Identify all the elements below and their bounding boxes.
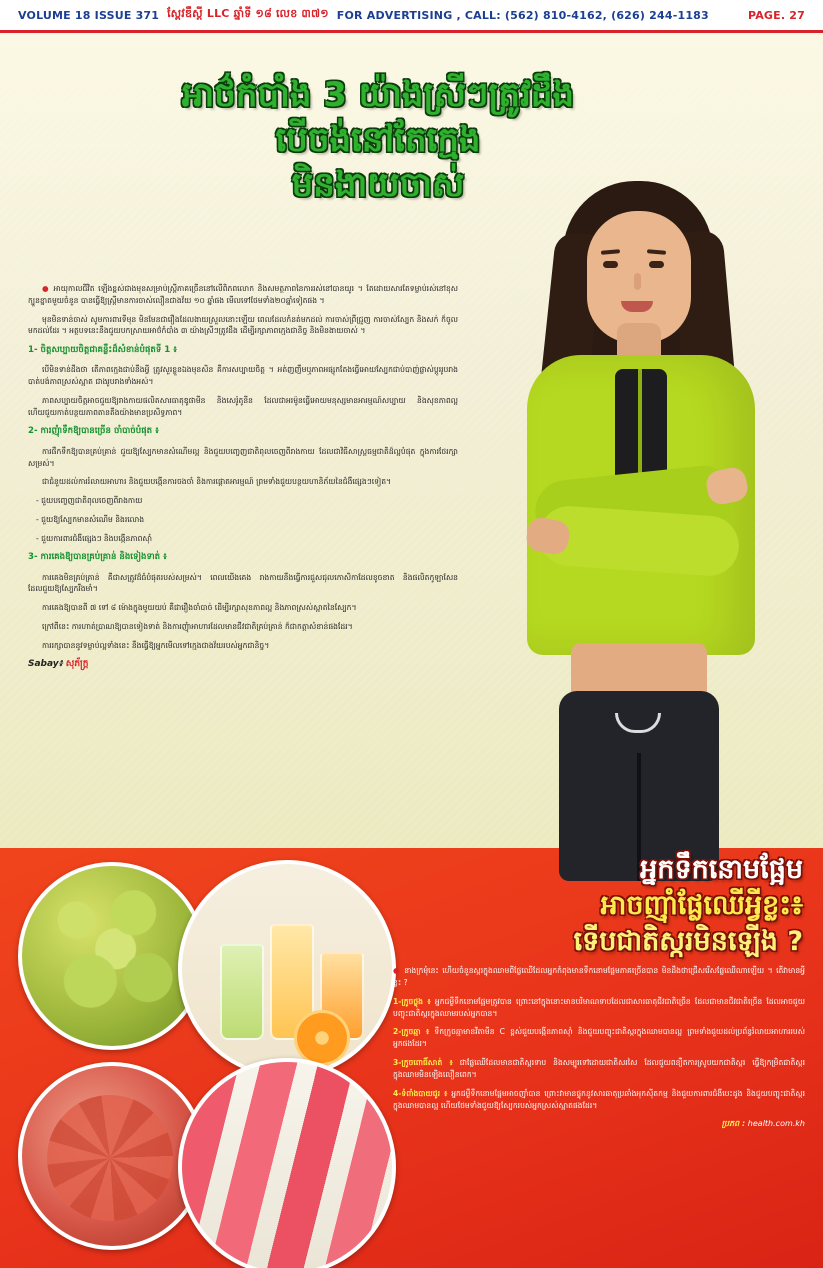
model-photo — [475, 173, 805, 873]
article-paragraph: ក្រៅពីនេះ ការហាត់ប្រាណឱ្យបានទៀងទាត់ និងការញុំាអាហារដែលមានជីវជាតិគ្រប់គ្រាន់ ក៏ជាកត្តាសំខាន់ផងដែរ។ — [42, 621, 353, 631]
article-bullet: - ជួយការពារជំងឺផ្សេងៗ និងបង្កើនភាពស៊ាំ — [36, 533, 153, 543]
headline-line-1: អាថ៌កំបាំង 3 យ៉ាងស្រីៗត្រូវដឹង — [181, 75, 575, 115]
bottom-headline-line-3: ទើបជាតិស្ករមិនឡើង ? — [573, 926, 803, 958]
article-paragraph: ការគេងឱ្យបានពី ៧ ទៅ ៨ ម៉ោងក្នុងមួយយប់ គឺជារឿងចាំបាច់ ដើម្បីរក្សាសុខភាពល្អ និងភាពស្រស់ស្អាតនៃស្បែក។ — [42, 603, 357, 613]
drink-glass-green — [220, 944, 264, 1040]
article-byline — [28, 658, 458, 672]
top-article-section — [0, 33, 823, 848]
model-eye-right — [649, 261, 664, 268]
bottom-headline-line-1: អ្នកទឹកនោមផ្អែម — [640, 854, 803, 885]
bottom-item-4-text: អ្នកជម្ងឺទឹកនោមផ្អែមអាចញ៉ាំបាន ព្រោះវាមានផ្ទុកនូវសារធាតុប្រឆាំងអុកស៊ីតកម្ម និងជួយការពារជំងឺបេះដូង និងជួយបញ្ចុះជាតិស្ករក្នុងឈាមបានល្អ ហើយថែមទាំងជួយឱ្យស្បែករបស់អ្នកស្រស់ស្អាតផងដែរ។ — [393, 1088, 805, 1110]
bullet-dot: ● — [42, 284, 50, 293]
bottom-item-1-text: អ្នកជម្ងឺទឹកនោមផ្អែមត្រូវបាន ព្រោះនៅក្នុងនោះមានបរិមាណទាបដែលជាសារធាតុជីវជាតិច្រើន ដែលជាមានជីវជាតិច្រើន ដែលអាចជួយបញ្ចុះជាតិស្ករក្នុងឈាមរបស់អ្នកបាន។ — [393, 996, 805, 1018]
bottom-article-body — [393, 965, 805, 1138]
article-subhead-1: 1- ចិត្តសប្បាយចិត្តជាគន្លឹះដ៏សំខាន់បំផុតទី 1 ៖ — [28, 345, 178, 356]
article-paragraph: ការផឹកទឹកឱ្យបានគ្រប់គ្រាន់ ជួយឱ្យស្បែកមានសំណើមល្អ និងជួយបញ្ចេញជាតិពុលចេញពីរាងកាយ ដែលជាវិធីសាស្ត្រធម្មជាតិដ៏ល្អបំផុត ក្នុងការថែរក្សាសម្រស់។ — [28, 446, 458, 468]
byline-author: សុភ័ក្ត្រ — [65, 659, 89, 670]
masthead-volume: VOLUME 18 ISSUE 371 — [18, 8, 160, 22]
headline-line-3: មិនងាយចាស់ — [291, 164, 465, 205]
article-intro-1: អាយុកាលជីវិត ឡើងខ្ពស់ជាងមុនសម្រាប់ស្ត្រីភាគច្រើននៅលើពិភពលោក និងសមត្ថភាពនៃការរស់នៅបានយូរ ។ តែដោយសារតែទម្លាប់រស់នៅខុសក្បួនខ្នាតមួយចំនួន បានធ្វើឱ្យស្ត្រីមានការចាស់លឿនជាងវ័យ ១០ ឆ្នាំផង មើលទៅថែមទាំង២០ឆ្នាំទៀតផង ។ — [28, 284, 458, 305]
article-bullet: - ជួយឱ្យស្បែកមានសំណើម និងរលោង — [36, 514, 145, 524]
masthead-publisher: ស្ពែវឌឺស្ដី LLC ឆ្នាំទី ១៨ លេខ ៣៧១ — [167, 7, 329, 20]
byline-source: Sabay៖ — [28, 659, 63, 670]
bottom-headline-line-2: អាចញ៉ាំផ្លែឈើអ្វីខ្លះ៖ — [600, 890, 803, 922]
source-value: health.com.kh — [747, 1119, 805, 1129]
article-subhead-2: 2- ការញុំាទឹកឱ្យបានច្រើន ចាំបាច់បំផុត ៖ — [28, 426, 159, 437]
masthead-page-number: PAGE. 27 — [747, 8, 805, 22]
model-eye-left — [603, 261, 618, 268]
bullet-dot: ● — [393, 966, 401, 975]
article-paragraph: មុនមិនទាន់ចាស់ សូមការពារទីមុន មិនមែនជារឿងដែលងាយស្រួលនោះឡើយ ពេលដែលកំនត់មកដល់ ការចាស់ព្រឺជ្រួញ ការចាស់ស្បែក និងសក់ ក៏ចូលមកដល់ដែរ ។ អត្ថបទនេះនឹងជួយបកស្រាយអាថ៌កំបាំង ៣ យ៉ាងស្រីៗត្រូវដឹង ដើម្បីរក្សាភាពក្មេងជានិច្ច និងមិនងាយចាស់ ។ — [28, 314, 458, 336]
bottom-item-3-number: 3-ក្រូចពោធិ៍សាត់ ៖ — [393, 1058, 453, 1068]
bottom-paragraph — [393, 1057, 805, 1081]
bottom-item-1-number: 1-ក្រូចថ្លុង ៖ — [393, 996, 431, 1006]
article-paragraph: បើមិនទាន់ដឹងថា តើភាពក្មេងជាប់នឹងអ្វី ត្រូវសួរខ្លួនឯងមុនសិន គឺការសប្បាយចិត្ត ។ អត់ញញឹមឬភាពអផ្សុកតែងធ្វើអោយស្បែកជាប់បាញ់ផ្លាស់ប្តូររូបរាងបាត់បង់ភាពស្រស់ស្អាត ជាងរូបរាងទាំងអស់។ — [28, 365, 458, 387]
bottom-paragraph — [393, 1088, 805, 1112]
article-bullet: - ជួយបញ្ចេញជាតិពុលចេញពីរាងកាយ — [36, 496, 143, 506]
article-headline — [28, 73, 728, 208]
masthead — [0, 0, 823, 30]
article-paragraph: ការគេងមិនគ្រប់គ្រាន់ គឺជាសត្រូវដ៏ធំបំផុតរបស់សម្រស់។ ពេលយើងគេង រាងកាយនឹងធ្វើការជួសជុលកោសិកាដែលខូចខាត និងផលិតកូឡាសែន ដែលជួយឱ្យស្បែករឹងមាំ។ — [28, 572, 458, 594]
bottom-paragraph — [393, 996, 805, 1020]
bottom-item-3-text: ជាផ្លែឈើដែលមានជាតិស្ករទាប និងសម្បូរទៅដោយជាតិសរសៃ ដែលជួយពន្យឺតការស្រូបយកជាតិស្ករ ធ្វើឱ្យកម្រិតជាតិស្ករក្នុងឈាមមិនឡើងលឿនពេក។ — [393, 1058, 805, 1079]
orange-slice — [294, 1010, 350, 1066]
bottom-item-2-text: ទឹកក្រូចឆ្មាមានវីតាមីន C ខ្ពស់ជួយបង្កើនភាពស៊ាំ និងជួយបញ្ចុះជាតិស្ករក្នុងឈាមបានល្អ ព្រមទាំងជួយដល់ប្រព័ន្ធរំលាយអាហាររបស់អ្នកផងដែរ។ — [393, 1027, 805, 1049]
bottom-item-4-number: 4-ទំពាំងបាយជូរ ៖ — [393, 1088, 448, 1098]
bottom-source — [393, 1118, 805, 1130]
article-paragraph: ការរក្សាបាននូវទម្លាប់ល្អទាំងនេះ នឹងធ្វើឱ្យអ្នកមើលទៅក្មេងជាងវ័យរបស់អ្នកជានិច្ច។ — [42, 640, 270, 650]
article-paragraph: ភាពសប្បាយចិត្តអាចជួយឱ្យរាងកាយផលិតសារធាតុឌូផាមីន និងសេរ៉ូតូនីន ដែលជាអរម៉ូនធ្វើអោយមនុស្សមានអារម្មណ៍សប្បាយ និងសុខភាពល្អ ហើយជួយកាត់បន្ថយភាពតានតឹងយ៉ាងមានប្រសិទ្ធភាព។ — [28, 395, 458, 417]
article-paragraph — [28, 283, 458, 307]
article-subhead-3: 3- ការគេងឱ្យបានគ្រប់គ្រាន់ និងទៀងទាត់ ៖ — [28, 552, 167, 563]
headline-line-2: បើចង់នៅតែក្មេង — [275, 119, 481, 160]
article-paragraph: ជាជំនួយដល់ការរំលាយអាហារ និងជួយបង្កើនការចងចាំ និងការផ្តោតអារម្មណ៍ ព្រមទាំងជួយបន្ថយហានិភ័យនៃជំងឺផ្សេងៗទៀត។ — [42, 477, 392, 487]
photo-watermelon-sticks — [178, 1058, 396, 1268]
article-body — [28, 283, 458, 679]
bottom-item-2-number: 2-ក្រូចឆ្មា ៖ — [393, 1027, 430, 1037]
masthead-advertising: FOR ADVERTISING , CALL: (562) 810-4162, (626) 244-1183 — [336, 8, 709, 22]
source-label: ប្រភព : — [721, 1119, 746, 1129]
bottom-headline — [391, 852, 803, 961]
photo-infused-drinks — [178, 860, 396, 1078]
bottom-paragraph — [393, 965, 805, 989]
fruit-photo-collage — [18, 862, 398, 1252]
bottom-paragraph — [393, 1026, 805, 1050]
model-nose — [634, 273, 641, 290]
bottom-intro: នាងក្រមុំនេះ ហើយចំនួនស្ករក្នុងឈាមពីផ្លែឈើដែលអ្នកកំពុងមានទឹកនោមផ្អែមភាគច្រើនបាន មិនដឹងថាជ្រើសរើសផ្លែឈើណាឡើយ ។ តើវាមានអ្វីខ្លះ ? — [393, 966, 805, 987]
